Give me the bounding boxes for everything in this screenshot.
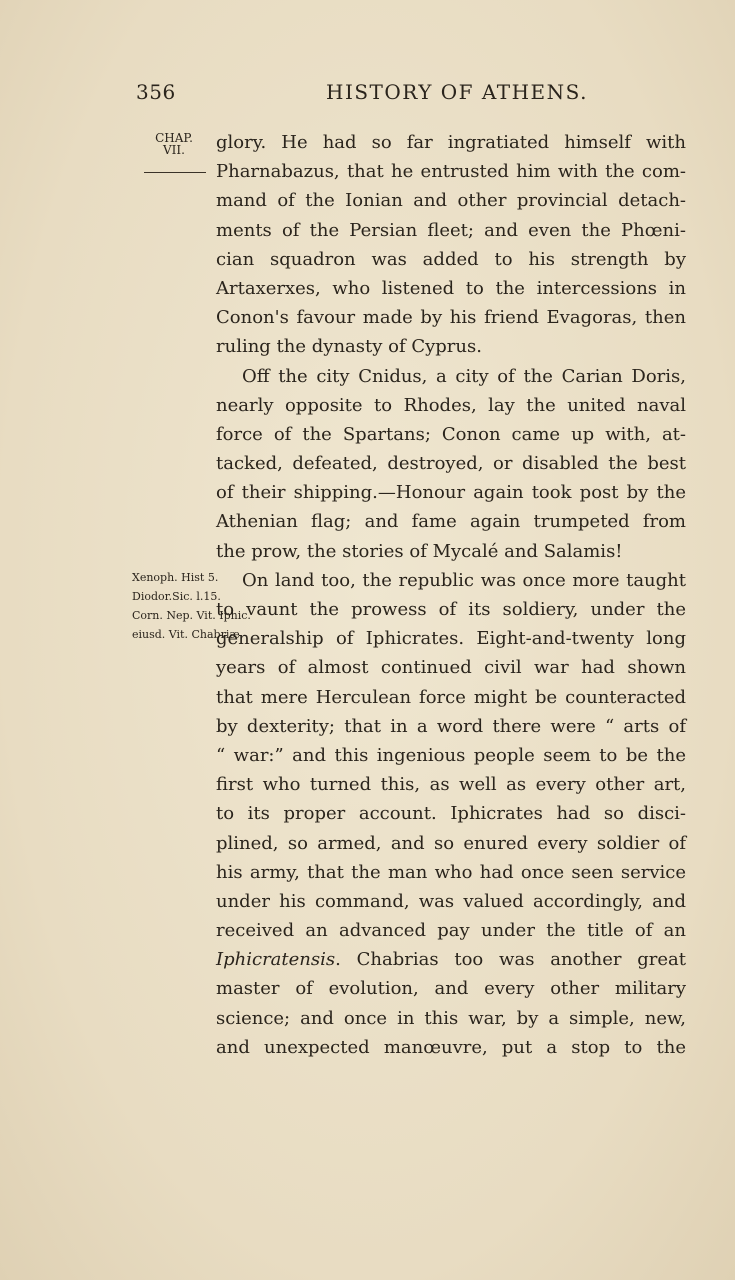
marginal-note: Xenoph. Hist 5. (132, 571, 219, 584)
text-line: nearly opposite to Rhodes, lay the united naval (216, 394, 686, 416)
text-line: tacked, defeated, destroyed, or disabled the best (216, 453, 686, 475)
text-line: force of the Spartans; Conon came up with, at- (216, 423, 686, 445)
text-line: to vaunt the prowess of its soldiery, under the (216, 599, 686, 620)
text-line: mand of the Ionian and other provincial detach- (216, 190, 686, 212)
marginal-note: eiusd. Vit. Chabriæ. (132, 628, 244, 641)
text-line: under his command, was valued accordingly, and (216, 890, 686, 912)
body-text (216, 128, 686, 1062)
marginal-note: Corn. Nep. Vit. Iphic. (132, 609, 251, 622)
text-line: Conon's favour made by his friend Evagoras, then (216, 307, 686, 329)
text-line: by dexterity; that in a word there were “ arts of (216, 715, 686, 737)
paragraph-start-line: Off the city Cnidus, a city of the Carian Doris, (242, 365, 686, 387)
text-line: Athenian flag; and fame again trumpeted from (216, 511, 686, 533)
chapter-rule (144, 172, 206, 173)
text-line: ments of the Persian fleet; and even the Phœni- (216, 219, 686, 241)
text-line: that mere Herculean force might be counteracted (216, 686, 686, 708)
text-line: and unexpected manœuvre, put a stop to the (216, 1036, 686, 1058)
text-line: master of evolution, and every other military (216, 978, 686, 1000)
marginal-notes (132, 571, 251, 649)
text-line: to its proper account. Iphicrates had so disci- (216, 803, 686, 825)
text-line: Artaxerxes, who listened to the intercessions in (216, 277, 686, 299)
text-line: Iphicratensis. Chabrias too was another great (216, 949, 686, 971)
text-line: the prow, the stories of Mycalé and Salamis! (216, 540, 623, 562)
text-line: Pharnabazus, that he entrusted him with the com- (216, 161, 686, 183)
text-line: first who turned this, as well as every other art, (216, 774, 686, 796)
marginal-note: Diodor.Sic. l.15. (132, 590, 221, 603)
text-line: received an advanced pay under the title of an (216, 920, 686, 942)
text-line: glory. He had so far ingratiated himself with (216, 132, 686, 153)
text-line: ruling the dynasty of Cyprus. (216, 336, 482, 358)
text-line: years of almost continued civil war had shown (216, 657, 686, 679)
text-line: science; and once in this war, by a simple, new, (216, 1007, 686, 1029)
text-line: “ war:” and this ingenious people seem to be the (216, 744, 686, 766)
text-line: cian squadron was added to his strength by (216, 248, 686, 270)
running-head: HISTORY OF ATHENS. (326, 80, 588, 104)
text-line: generalship of Iphicrates. Eight-and-twenty long (216, 628, 686, 650)
text-line: his army, that the man who had once seen service (216, 861, 686, 883)
text-line: plined, so armed, and so enured every soldier of (216, 832, 686, 854)
paragraph-start-line: On land too, the republic was once more taught (242, 569, 686, 591)
chapter-marker: CHAP. VII. (155, 131, 193, 157)
page-number: 356 (136, 80, 176, 104)
text-line: of their shipping.—Honour again took post by the (216, 482, 686, 504)
